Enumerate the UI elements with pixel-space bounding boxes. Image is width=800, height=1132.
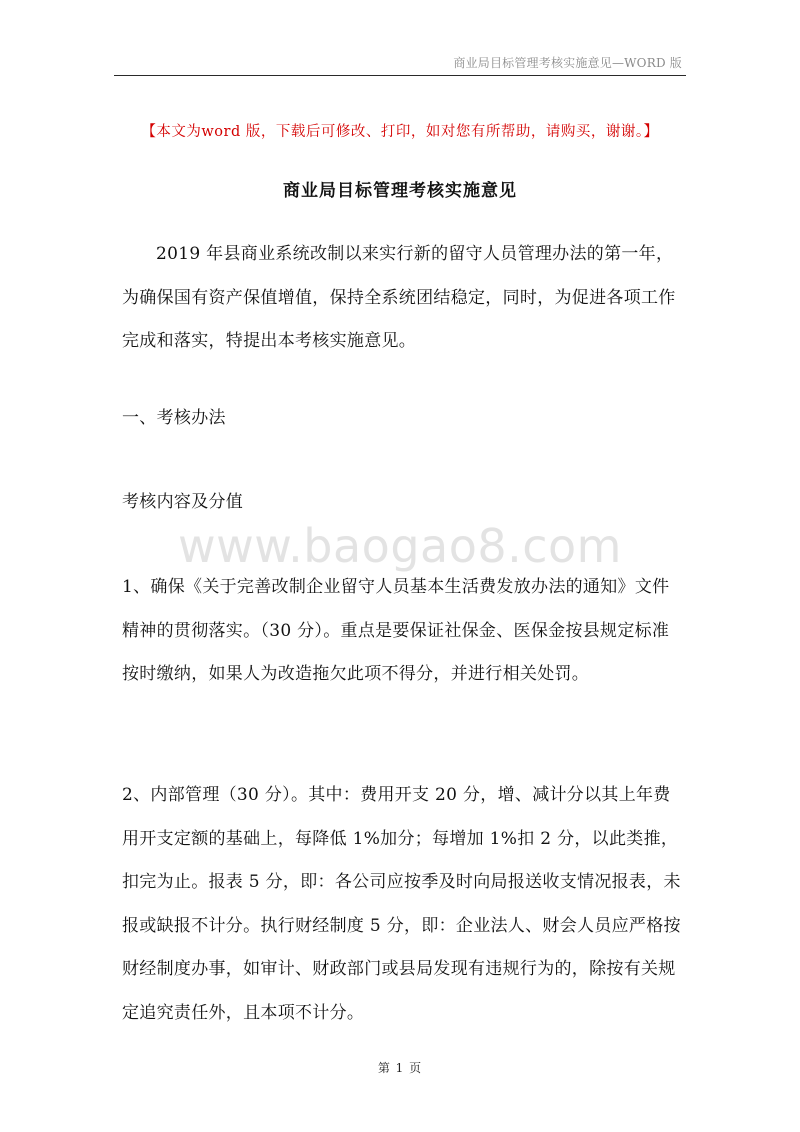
subsection-heading-content-scores: 考核内容及分值 — [122, 492, 244, 512]
watermark-text: www.baogao8.com — [178, 519, 622, 573]
page-number: 第 1 页 — [377, 1061, 423, 1075]
purchase-notice: 【本文为word 版，下载后可修改、打印，如对您有所帮助，请购买，谢谢。】 — [141, 124, 659, 140]
section-heading-assessment-method: 一、考核办法 — [122, 408, 226, 428]
list-item-2: 2、内部管理（30 分）。其中：费用开支 20 分，增、减计分以其上年费用开支定额的基础上，每降低 1%加分；每增加 1%扣 2 分，以此类推，扣完为止。报表 5 分，即：各公司应按季及时向局报送收支情况报表，未报或缺报不计分。执行财经制度 5 分，即：企业法人、财会人员应严格按财经制度办事，如审计、财政部门或县局发现有违规行为的，除按有关规定追究责任外，且本项不计分。 — [122, 785, 681, 1023]
intro-paragraph: 2019 年县商业系统改制以来实行新的留守人员管理办法的第一年，为确保国有资产保值增值，保持全系统团结稳定，同时，为促进各项工作完成和落实，特提出本考核实施意见。 — [122, 244, 676, 351]
running-header: 商业局目标管理考核实施意见—WORD 版 — [453, 56, 682, 70]
list-item-1: 1、确保《关于完善改制企业留守人员基本生活费发放办法的通知》文件精神的贯彻落实。（30 分）。重点是要保证社保金、医保金按县规定标准按时缴纳，如果人为改造拖欠此项不得分，并进行相关处罚。 — [122, 577, 670, 684]
document-title: 商业局目标管理考核实施意见 — [283, 181, 517, 201]
header-divider — [114, 75, 686, 76]
